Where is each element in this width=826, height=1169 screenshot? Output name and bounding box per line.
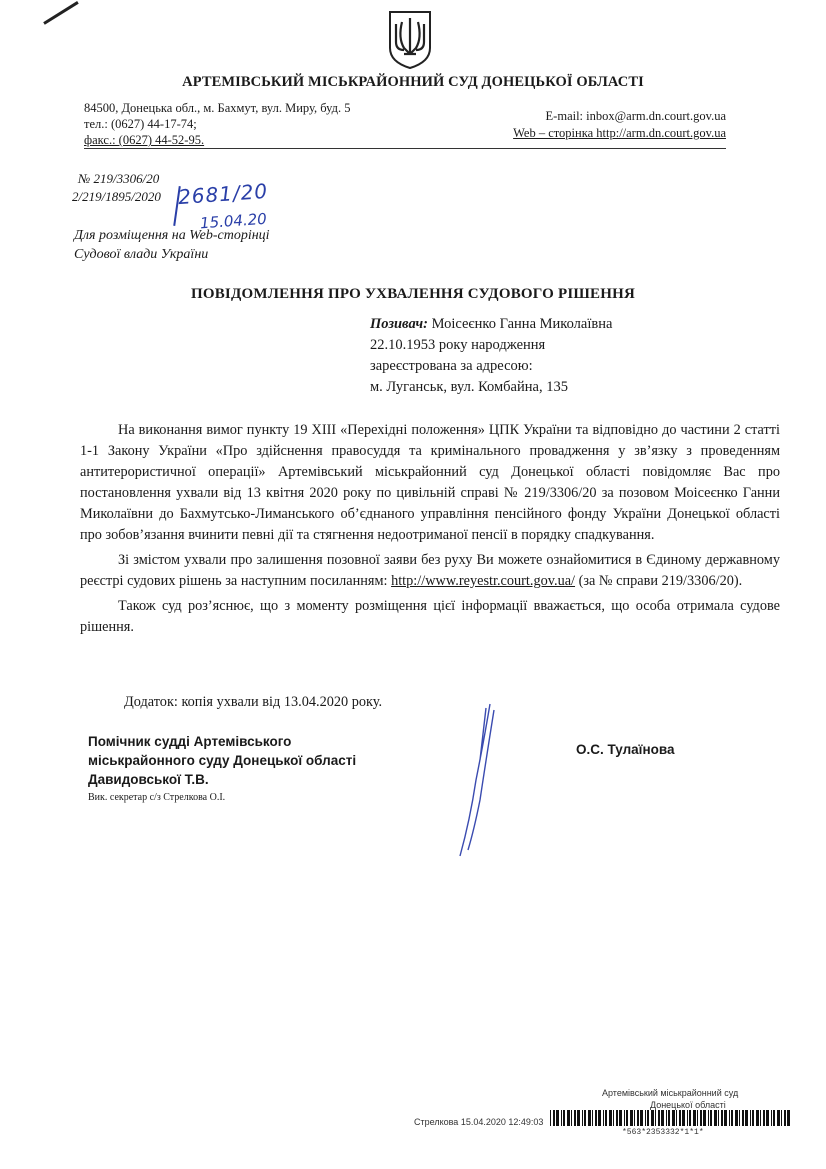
barcode-bar [616,1110,618,1126]
barcode-bar [766,1110,769,1126]
plaintiff-block [370,314,612,398]
barcode-bar [752,1110,754,1126]
barcode-number: *563*2353332*1*1* [622,1128,704,1137]
barcode-bar [708,1110,709,1126]
court-fax: факс.: (0627) 44-52-95. [84,133,205,147]
barcode-bar [679,1110,681,1126]
barcode-bar [556,1110,559,1126]
barcode-bar [640,1110,643,1126]
barcode-bar [574,1110,576,1126]
court-address: 84500, Донецька обл., м. Бахмут, вул. Миру, буд. 5 [84,101,351,115]
barcode-bar [553,1110,555,1126]
barcode-bar [760,1110,761,1126]
barcode-bar [745,1110,748,1126]
barcode-bar [714,1110,717,1126]
barcode-bar [721,1110,723,1126]
court-name: АРТЕМІВСЬКИЙ МІСЬКРАЙОННИЙ СУД ДОНЕЦЬКОЇ ОБЛАСТІ [182,74,644,90]
barcode-bar [731,1110,733,1126]
barcode-bar [771,1110,772,1126]
barcode-bar [595,1110,597,1126]
barcode-bar [668,1110,670,1126]
court-web: Web – сторінка http://arm.dn.court.gov.ua [513,126,726,140]
barcode-bar [718,1110,719,1126]
signatory-line: міськрайонного суду Донецької області [88,753,357,768]
header-divider [84,148,726,149]
barcode-bar [676,1110,677,1126]
barcode-bar [658,1110,660,1126]
barcode-bar [577,1110,580,1126]
barcode-bar [603,1110,604,1126]
web-placement-note [74,226,270,264]
signatory-name: О.С. Тулаїнова [576,742,675,757]
barcode-bar [550,1110,551,1126]
barcode-bar [739,1110,740,1126]
plaintiff-label: Позивач: [370,316,428,332]
barcode-bar [655,1110,656,1126]
handwritten-signature-icon [440,700,500,860]
notice-body [80,420,780,642]
court-online [513,108,726,142]
registry-link[interactable]: http://www.reyestr.court.gov.ua/ [391,573,576,589]
barcode-bar [735,1110,738,1126]
attachment-note: Додаток: копія ухвали від 13.04.2020 року. [124,694,383,710]
barcode-bar [567,1110,570,1126]
registry-stamp-court: Артемівський міськрайонний суд [602,1088,739,1098]
signatory-line: Давидовської Т.В. [88,772,209,787]
barcode-bar [756,1110,759,1126]
barcode-bar [787,1110,790,1126]
barcode-bar [598,1110,601,1126]
body-paragraph: Також суд роз’яснює, що з моменту розміщення цієї інформації вважається, що особа отримала судове рішення. [80,598,780,635]
barcode-bar [651,1110,654,1126]
plaintiff-registered: зареєстрована за адресою: [370,358,533,374]
barcode-bar [687,1110,688,1126]
barcode-bar [624,1110,625,1126]
trident-coat-of-arms-icon [386,8,434,70]
pen-stroke-mark [43,1,79,25]
body-text: (за № справи 219/3306/20). [575,573,743,589]
document-title: ПОВІДОМЛЕННЯ ПРО УХВАЛЕННЯ СУДОВОГО РІШЕННЯ [190,286,636,302]
barcode-bar [563,1110,565,1126]
barcode-bar [724,1110,727,1126]
handwritten-outgoing-number: 2681/20 [177,178,269,210]
proceeding-number: 2/219/1895/2020 [72,189,161,204]
barcode-bar [605,1110,607,1126]
body-paragraph: На виконання вимог пункту 19 XIII «Перехідні положення» ЦПК України та відповідно до частини 2 статті 1-1 Закону України «Про здійснення правосуддя та кримінального провадження у зв’язку з проведенням антитерористичної операції» Артемівський міськрайонний суд Донецької області повідомляє Вас про постановлення ухвали від 13 квітня 2020 року по цивільній справі № 219/3306/20 за позовом Моісеєнко Ганни Миколаївни до Бахмутсько-Лиманського об’єднаного управління пенсійного фонду України Донецької області про зобов’язання вчинити певні дії та стягнення недоотриманої пенсії в порядку спадкування. [80,422,780,543]
barcode-bar [710,1110,712,1126]
barcode-bar [784,1110,786,1126]
barcode-bar [592,1110,593,1126]
body-text: Зі змістом ухвали про залишення позовної заяви без руху Ви можете ознайомитися в Єдиному державному реєстрі судових рішень за наступним посиланням: [80,552,780,589]
plaintiff-name: Моісеєнко Ганна Миколаївна [427,316,613,332]
plaintiff-birth: 22.10.1953 року народження [370,337,546,353]
web-note-line: Судової влади України [74,247,209,262]
barcode-bar [637,1110,639,1126]
barcode-bar [689,1110,691,1126]
court-email: E-mail: inbox@arm.dn.court.gov.ua [545,109,726,123]
plaintiff-address: м. Луганськ, вул. Комбайна, 135 [370,379,568,395]
barcode-bar [630,1110,633,1126]
barcode-bar [729,1110,730,1126]
barcode-bar [619,1110,622,1126]
signatory-block [88,732,356,789]
barcode-bar [588,1110,591,1126]
body-paragraph [80,550,780,592]
court-contacts [84,100,350,148]
signatory-line: Помічник судді Артемівського [88,734,292,749]
barcode-bar [647,1110,649,1126]
barcode-bar [703,1110,706,1126]
barcode-bar [777,1110,780,1126]
barcode-bar [682,1110,685,1126]
handwritten-date: 15.04.20 [199,209,268,233]
barcode-bar [626,1110,628,1126]
barcode-bar [561,1110,562,1126]
barcode-bar [693,1110,696,1126]
barcode-bar [700,1110,702,1126]
barcode-bar [584,1110,586,1126]
barcode-bar [742,1110,744,1126]
barcode-bar [582,1110,583,1126]
barcode-bar [773,1110,775,1126]
barcode-bar [634,1110,635,1126]
barcode-bar [763,1110,765,1126]
barcode-bar [661,1110,664,1126]
barcode-bar [645,1110,646,1126]
barcode-bar [571,1110,572,1126]
barcode-bar [613,1110,614,1126]
barcode-bar [781,1110,782,1126]
case-references [72,170,161,206]
barcode-bar [750,1110,751,1126]
secretary-note: Вик. секретар с/з Стрелкова О.І. [88,792,226,803]
barcode-bar [697,1110,698,1126]
registry-stamp-user-time: Стрелкова 15.04.2020 12:49:03 [414,1117,544,1127]
barcode-bar [672,1110,675,1126]
barcode-bar [666,1110,667,1126]
registry-stamp-region: Донецької області [650,1100,726,1110]
web-note-line: Для розміщення на Web-сторінці [74,228,270,243]
court-phone: тел.: (0627) 44-17-74; [84,117,197,131]
barcode-bar [609,1110,612,1126]
case-number: № 219/3306/20 [78,171,160,186]
